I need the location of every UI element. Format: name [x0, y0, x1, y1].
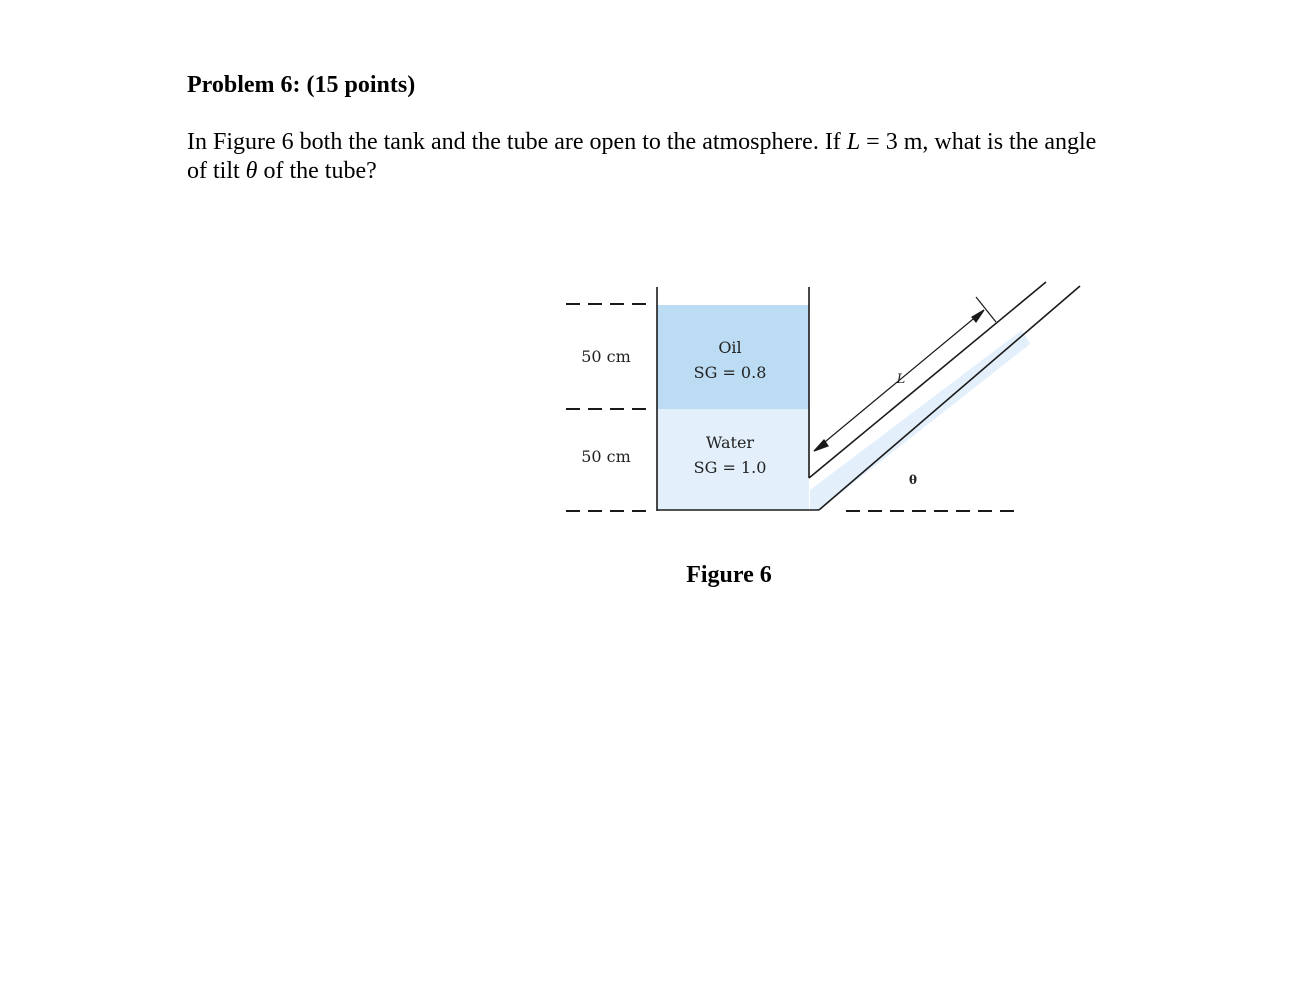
upper-dimension-label: 50 cm — [581, 347, 631, 366]
oil-label: Oil — [718, 338, 742, 357]
length-label: L — [896, 372, 906, 387]
angle-label: θ — [908, 473, 918, 487]
theta-symbol: θ — [245, 158, 258, 184]
problem-title: Problem 6: (15 points) — [187, 72, 416, 98]
oil-sg-label: SG = 0.8 — [693, 363, 767, 382]
figure-caption: Figure 6 — [686, 562, 772, 588]
problem-statement: In Figure 6 both the tank and the tube are open to the atmosphere. If L = 3 m, what is the angle of tilt θ of the tube? — [187, 129, 1097, 184]
water-label: Water — [705, 433, 755, 452]
L-symbol: L — [846, 129, 861, 155]
oil-layer — [657, 305, 809, 409]
lower-dimension-label: 50 cm — [581, 447, 631, 466]
water-sg-label: SG = 1.0 — [693, 458, 767, 477]
